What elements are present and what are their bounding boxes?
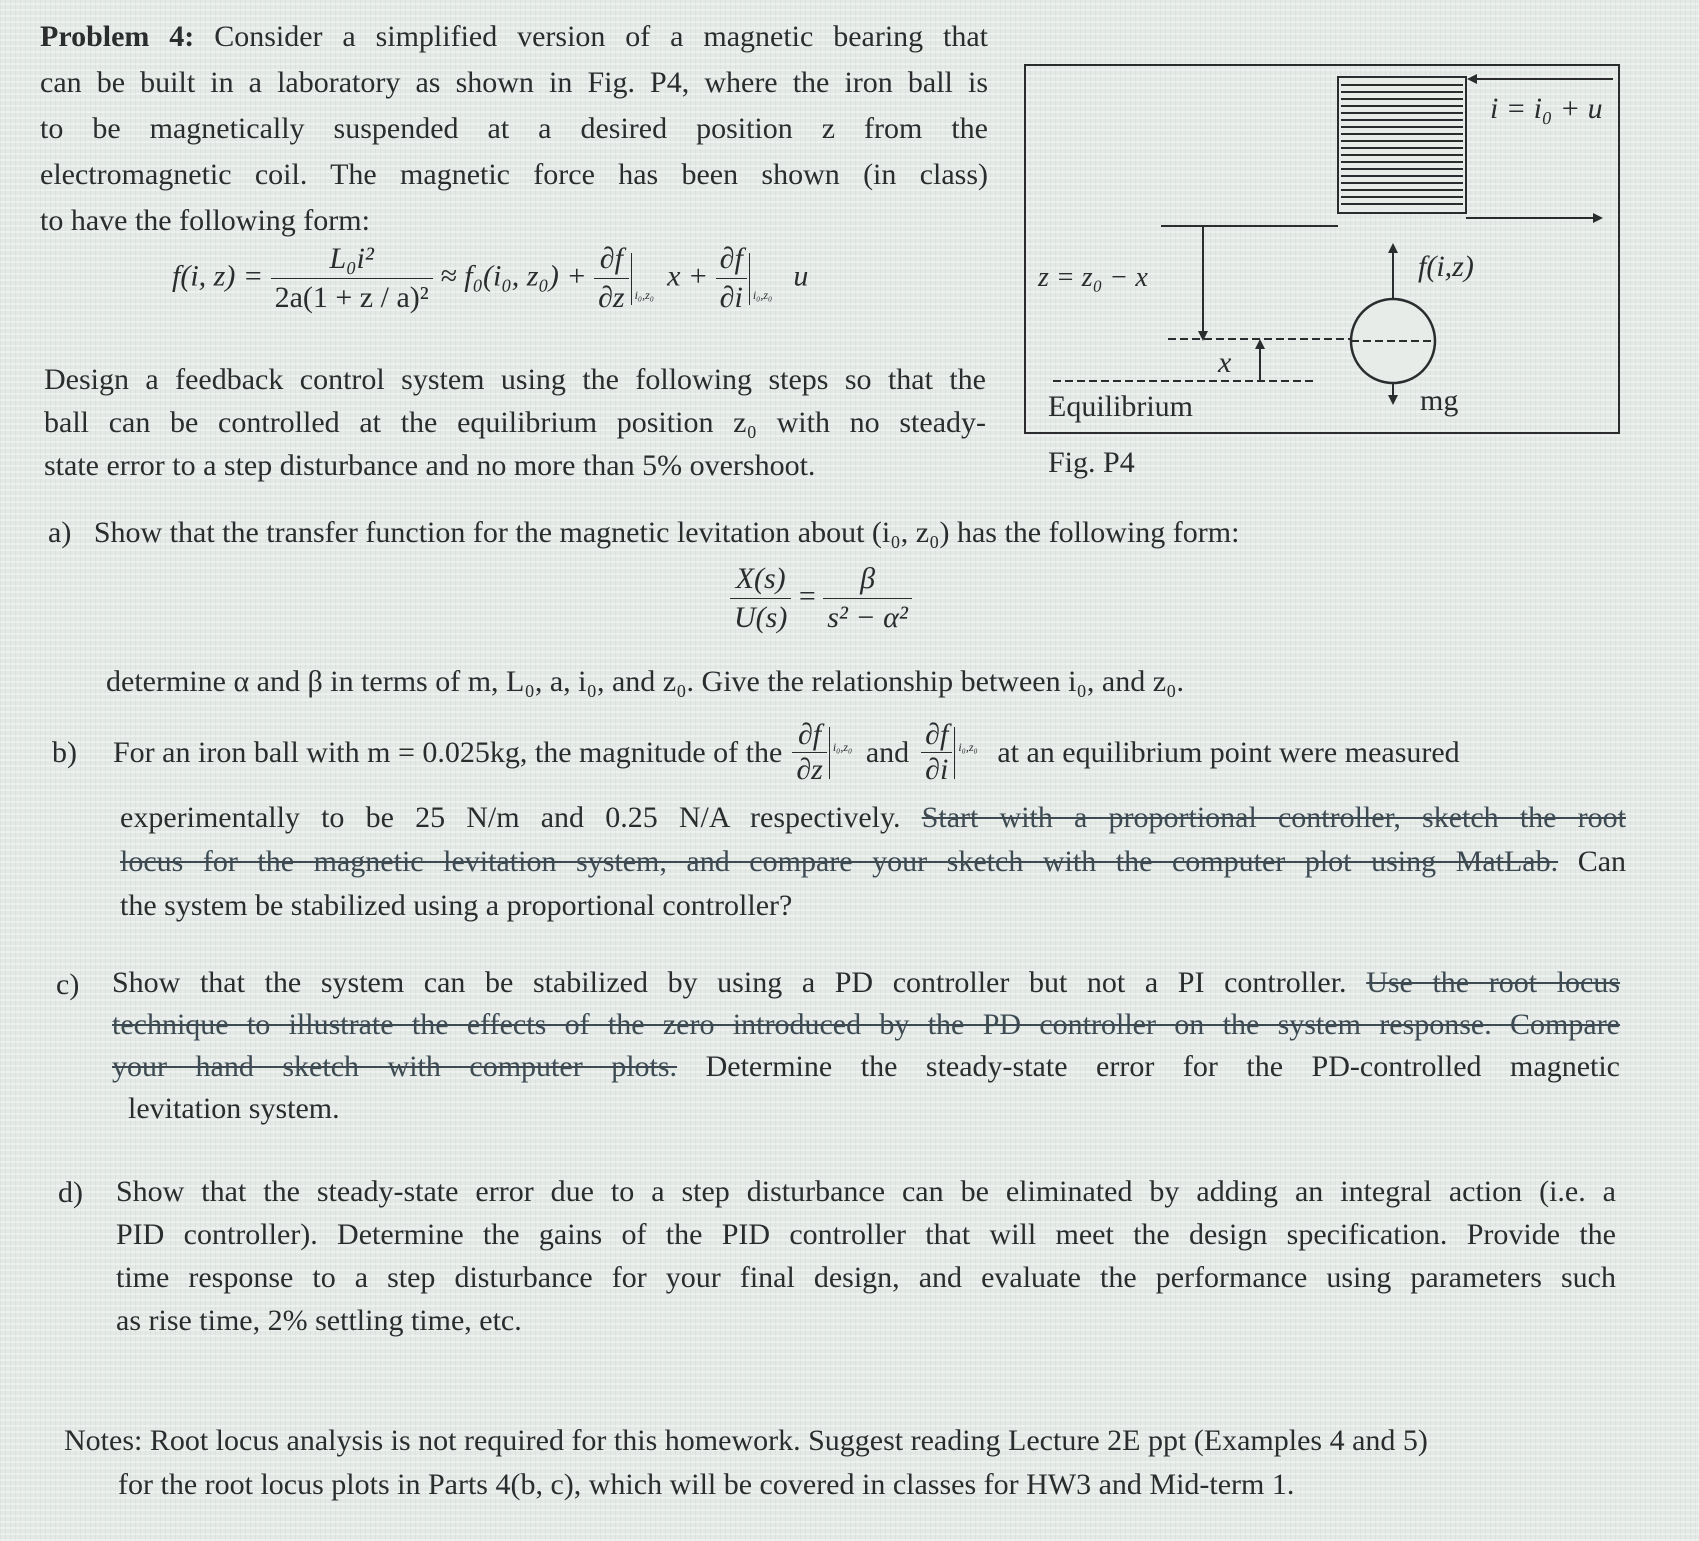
weight-label: mg [1420,384,1459,417]
design-line: state error to a step disturbance and no more than 5% overshoot. [44,449,816,482]
part-a-line1: a) Show that the transfer function for the magnetic levitation about (i₀, z₀) has the following form: [48,516,1240,549]
design-paragraph [44,358,986,487]
part-b-line4: the system be stabilized using a proportional controller? [120,889,793,922]
part-c-body [112,962,1620,1130]
part-c-line2: technique to illustrate the effects of the zero introduced by the PD controller on the system response. Compare [112,1008,1620,1041]
evaluation-bar: i₀,z₀ [829,727,830,779]
notes-line2: for the root locus plots in Parts 4(b, c), which will be covered in classes for HW3 and Mid-term 1. [118,1468,1295,1501]
part-c-line3: your hand sketch with computer plots. Determine the steady-state error for the PD-controlled magnetic [112,1050,1620,1083]
part-d-body [116,1170,1616,1342]
problem-heading: Problem 4: [40,20,195,53]
part-b-body [120,796,1626,928]
coil-icon [1338,77,1466,213]
partial-f-i: $\frac{\partial f}{\partial i}$ [716,242,747,315]
partial-f-i-b: $\frac{\partial f}{\partial i}$ [921,720,952,785]
part-a-label: a) [48,516,72,549]
notes-line1: Notes: Root locus analysis is not required for this homework. Suggest reading Lecture 2E ppt (Examples 4 and 5) [64,1424,1428,1457]
tf-lhs: $\frac{X(s)}{U(s)}$ [730,562,791,635]
force-fraction: $\frac{\text{L₀i²}}{\text{2a(1 + z / a)²}}$ [271,242,433,315]
design-line: ball can be controlled at the equilibrium position z₀ with no steady- [44,406,986,439]
force-equation: f(i, z) = $\frac{\text{L₀i²}}{\text{2a(1 + z / a)²}}$ ≈ f₀(i₀, z₀) + $\frac{\partial f}{\partial z}$ i₀,z₀ x + $\frac{\partial f}{\partial i}$ i₀,z₀ u [172,242,809,314]
equilibrium-label: Equilibrium [1048,390,1193,423]
force-label: f(i,z) [1418,250,1474,283]
part-c-line1: Show that the system can be stabilized by using a PD controller but not a PI controller. Use the root locus [112,966,1621,999]
position-label: z = z₀ − x [1038,262,1148,293]
design-line: Design a feedback control system using the following steps so that the [44,363,986,396]
partial-f-z-b: $\frac{\partial f}{\partial z}$ [792,720,827,785]
part-b-line3: locus for the magnetic levitation system, and compare your sketch with the computer plot using MatLab. Can [120,845,1627,878]
intro-line: electromagnetic coil. The magnetic force has been shown (in class) [40,158,988,191]
current-label: i = i₀ + u [1490,92,1603,125]
evaluation-bar: i₀,z₀ [749,253,750,305]
partial-f-z: $\frac{\partial f}{\partial z}$ [594,242,629,315]
notes-label: Notes: [64,1424,143,1457]
problem-intro [40,14,988,244]
part-b-label: b) [52,735,77,769]
part-d-label: d) [58,1176,83,1209]
part-d-line: Show that the steady-state error due to a step disturbance can be eliminated by adding an integral action (i.e. a [116,1175,1616,1208]
intro-line: Problem 4: Consider a simplified version of a magnetic bearing that [40,20,989,53]
part-c-line4: levitation system. [128,1092,340,1125]
part-c-label: c) [56,968,80,1001]
tf-rhs: $\frac{\beta}{\text{s² − α²}}$ [823,562,912,635]
part-b-line1: b) For an iron ball with m = 0.025kg, the magnitude of the $\frac{\partial f}{\partial z}$ i₀,z₀ and $\frac{\partial f}{\partial i}$ i₀,z₀ at an equilibrium point were measured [52,718,1460,786]
part-b-line2: experimentally to be 25 N/m and 0.25 N/A respectively. Start with a proportional controller, sketch the root [120,801,1626,834]
intro-line: to have the following form: [40,204,370,237]
iron-ball-icon [1351,299,1435,383]
figure-caption: Fig. P4 [1048,446,1135,479]
evaluation-bar: i₀,z₀ [954,727,955,779]
intro-line: can be built in a laboratory as shown in Fig. P4, where the iron ball is [40,66,988,99]
part-d-line: as rise time, 2% settling time, etc. [116,1304,522,1337]
intro-line: to be magnetically suspended at a desired position z from the [40,112,988,145]
evaluation-bar: i₀,z₀ [631,253,632,305]
part-a-line2: determine α and β in terms of m, L₀, a, i₀, and z₀. Give the relationship between i₀, and z₀. [106,665,1184,698]
x-label: x [1218,346,1232,379]
part-d-line: PID controller). Determine the gains of the PID controller that will meet the design specification. Provide the [116,1218,1616,1251]
transfer-function: $\frac{X(s)}{U(s)}$ = $\frac{\beta}{\text{s² − α²}}$ [730,562,912,635]
part-d-line: time response to a step disturbance for your final design, and evaluate the performance using parameters such [116,1261,1616,1294]
